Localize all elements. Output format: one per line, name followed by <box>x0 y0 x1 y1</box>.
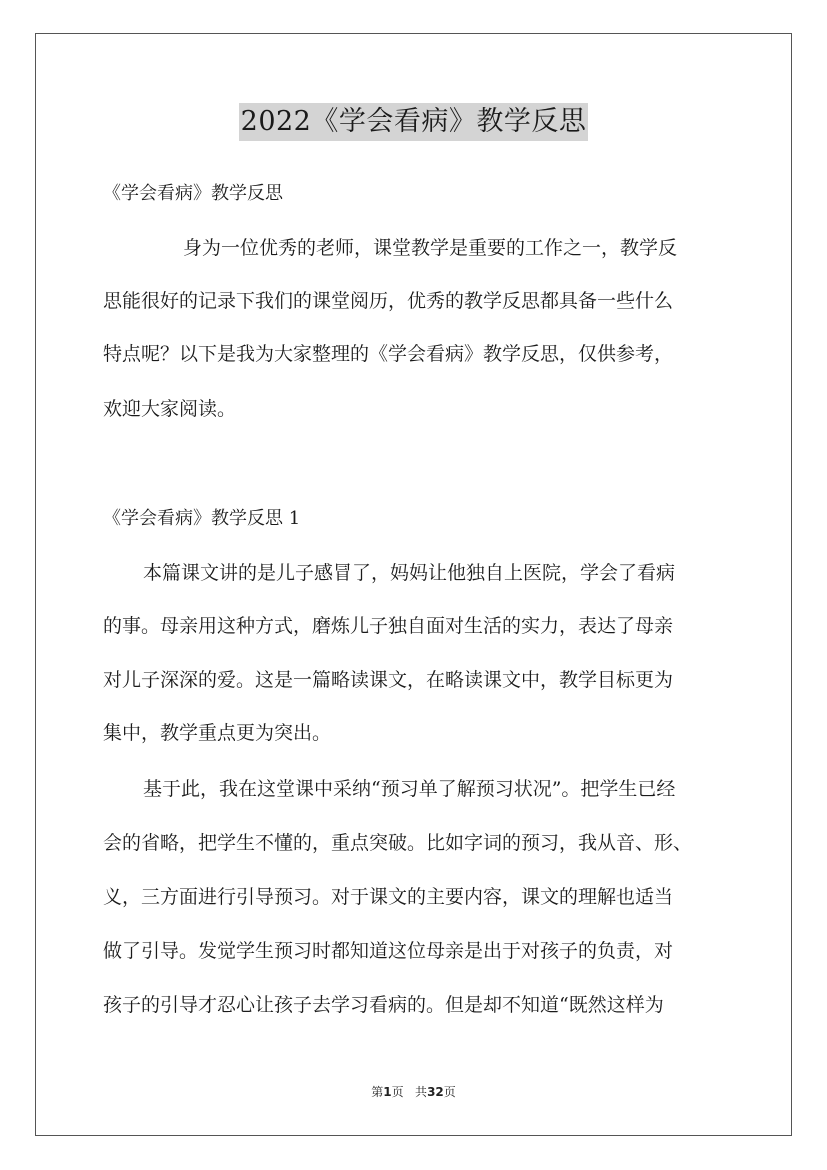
paragraph-line: 的事。母亲用这种方式，磨炼儿子独自面对生活的实力，表达了母亲 <box>103 615 674 637</box>
footer-page-unit: 页 <box>391 1085 404 1099</box>
intro-line: 欢迎大家阅读。 <box>103 398 237 420</box>
page-footer <box>0 1084 827 1100</box>
footer-total-unit: 页 <box>443 1085 456 1099</box>
section-heading: 《学会看病》教学反思 1 <box>103 508 301 529</box>
paragraph-line: 孩子的引导才忍心让孩子去学习看病的。但是却不知道“既然这样为 <box>103 994 664 1016</box>
paragraph-line: 集中，教学重点更为突出。 <box>103 722 332 744</box>
document-title: 2022《学会看病》教学反思 <box>239 103 589 141</box>
footer-prefix: 第 <box>371 1085 384 1099</box>
paragraph-line: 义，三方面进行引导预习。对于课文的主要内容，课文的理解也适当 <box>103 886 674 908</box>
paragraph-line: 本篇课文讲的是儿子感冒了，妈妈让他独自上医院，学会了看病 <box>143 562 676 584</box>
intro-line: 思能很好的记录下我们的课堂阅历，优秀的教学反思都具备一些什么 <box>103 290 674 312</box>
paragraph-line: 基于此，我在这堂课中采纳“预习单了解预习状况”。把学生已经 <box>143 778 676 800</box>
intro-line: 身为一位优秀的老师，课堂教学是重要的工作之一，教学反 <box>183 237 678 259</box>
total-pages-number: 32 <box>427 1085 444 1099</box>
current-page-number: 1 <box>383 1085 392 1099</box>
paragraph-line: 对儿子深深的爱。这是一篇略读课文，在略读课文中，教学目标更为 <box>103 669 674 691</box>
intro-heading: 《学会看病》教学反思 <box>103 183 283 204</box>
footer-total-prefix: 共 <box>415 1085 428 1099</box>
title-container <box>0 103 827 141</box>
intro-line: 特点呢？以下是我为大家整理的《学会看病》教学反思，仅供参考， <box>103 343 674 365</box>
paragraph-line: 会的省略，把学生不懂的，重点突破。比如字词的预习，我从音、形、 <box>103 832 693 854</box>
paragraph-line: 做了引导。发觉学生预习时都知道这位母亲是出于对孩子的负责，对 <box>103 940 674 962</box>
